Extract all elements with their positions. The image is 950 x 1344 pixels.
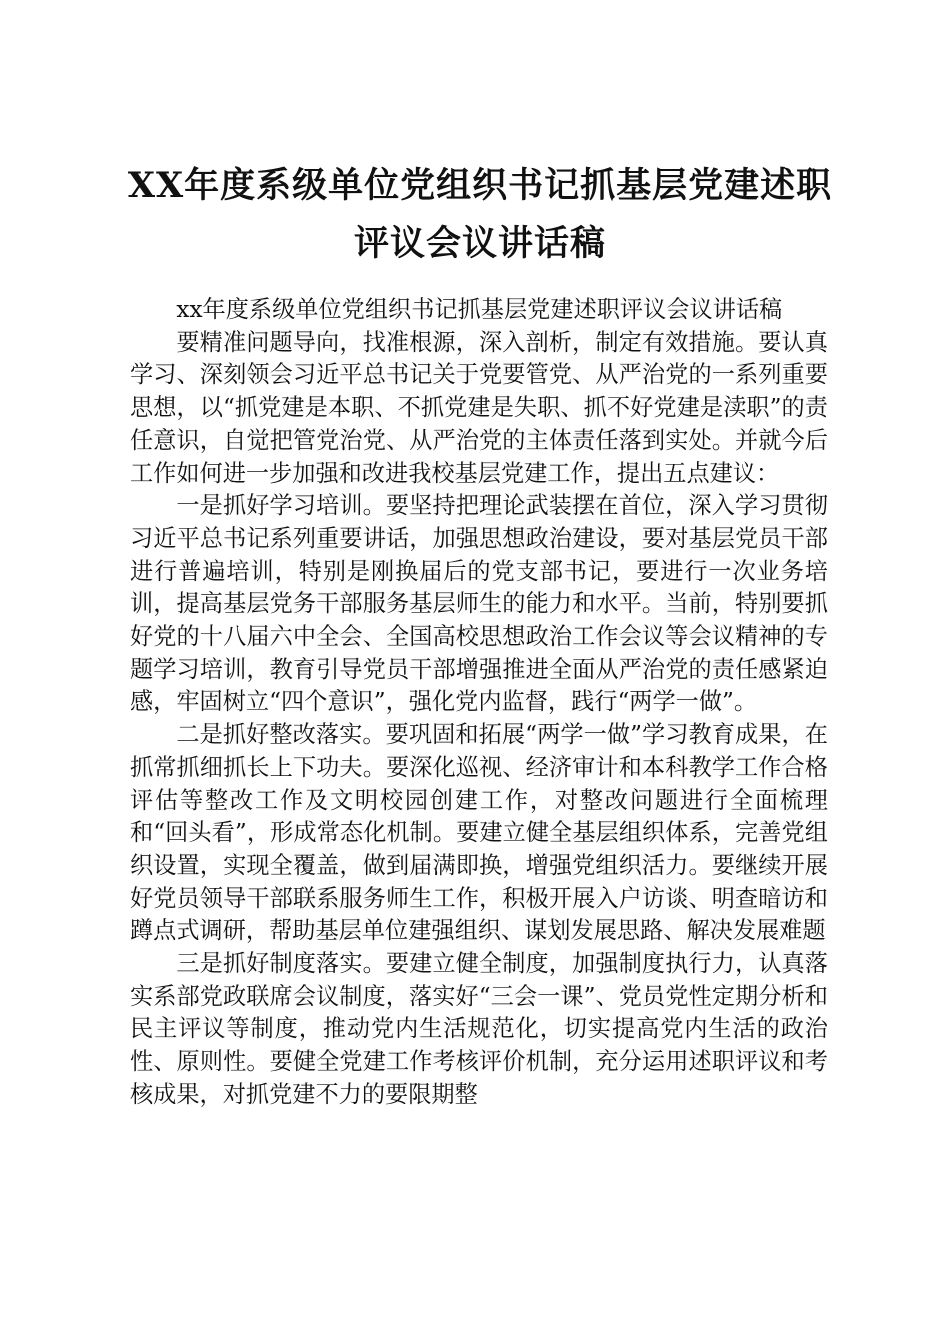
paragraph-point-2: 二是抓好整改落实。要巩固和拓展“两学一做”学习教育成果，在抓常抓细抓长上下功夫。要深化巡视、经济审计和本科教学工作合格评估等整改工作及文明校园创建工作，对整改问题进行全面梳理和“回头看”，形成常态化机制。要建立健全基层组织体系，完善党组织设置，实现全覆盖，做到届满即换，增强党组织活力。要继续开展好党员领导干部联系服务师生工作，积极开展入户访谈、明查暗访和蹲点式调研，帮助基层单位建强组织、谋划发展思路、解决发展难题 [130,721,828,945]
document-title-line-1: XX年度系级单位党组织书记抓基层党建述职 [127,165,833,206]
paragraph-subtitle: xx年度系级单位党组织书记抓基层党建述职评议会议讲话稿 [176,296,783,323]
paragraph-point-3: 三是抓好制度落实。要建立健全制度，加强制度执行力，认真落实系部党政联席会议制度，落实好“三会一课”、党员党性定期分析和民主评议等制度，推动党内生活规范化，切实提高党内生活的政治性、原则性。要健全党建工作考核评价机制，充分运用述职评议和考核成果，对抓党建不力的要限期整 [130,950,828,1108]
paragraph-intro: 要精准问题导向，找准根源，深入剖析，制定有效措施。要认真学习、深刻领会习近平总书记关于党要管党、从严治党的一系列重要思想，以“抓党建是本职、不抓党建是失职、抓不好党建是渎职”的责任意识，自觉把管党治党、从严治党的主体责任落到实处。并就今后工作如何进一步加强和改进我校基层党建工作，提出五点建议： [130,328,828,487]
document-body [130,294,828,1112]
document-title-line-2: 评议会议讲话稿 [353,223,606,264]
paragraph-point-1: 一是抓好学习培训。要坚持把理论武装摆在首位，深入学习贯彻习近平总书记系列重要讲话，加强思想政治建设，要对基层党员干部进行普遍培训，特别是刚换届后的党支部书记，要进行一次业务培训，提高基层党务干部服务基层师生的能力和水平。当前，特别要抓好党的十八届六中全会、全国高校思想政治工作会议等会议精神的专题学习培训，教育引导党员干部增强推进全面从严治党的责任感紧迫感，牢固树立“四个意识”，强化党内监督，践行“两学一做”。 [130,492,828,716]
